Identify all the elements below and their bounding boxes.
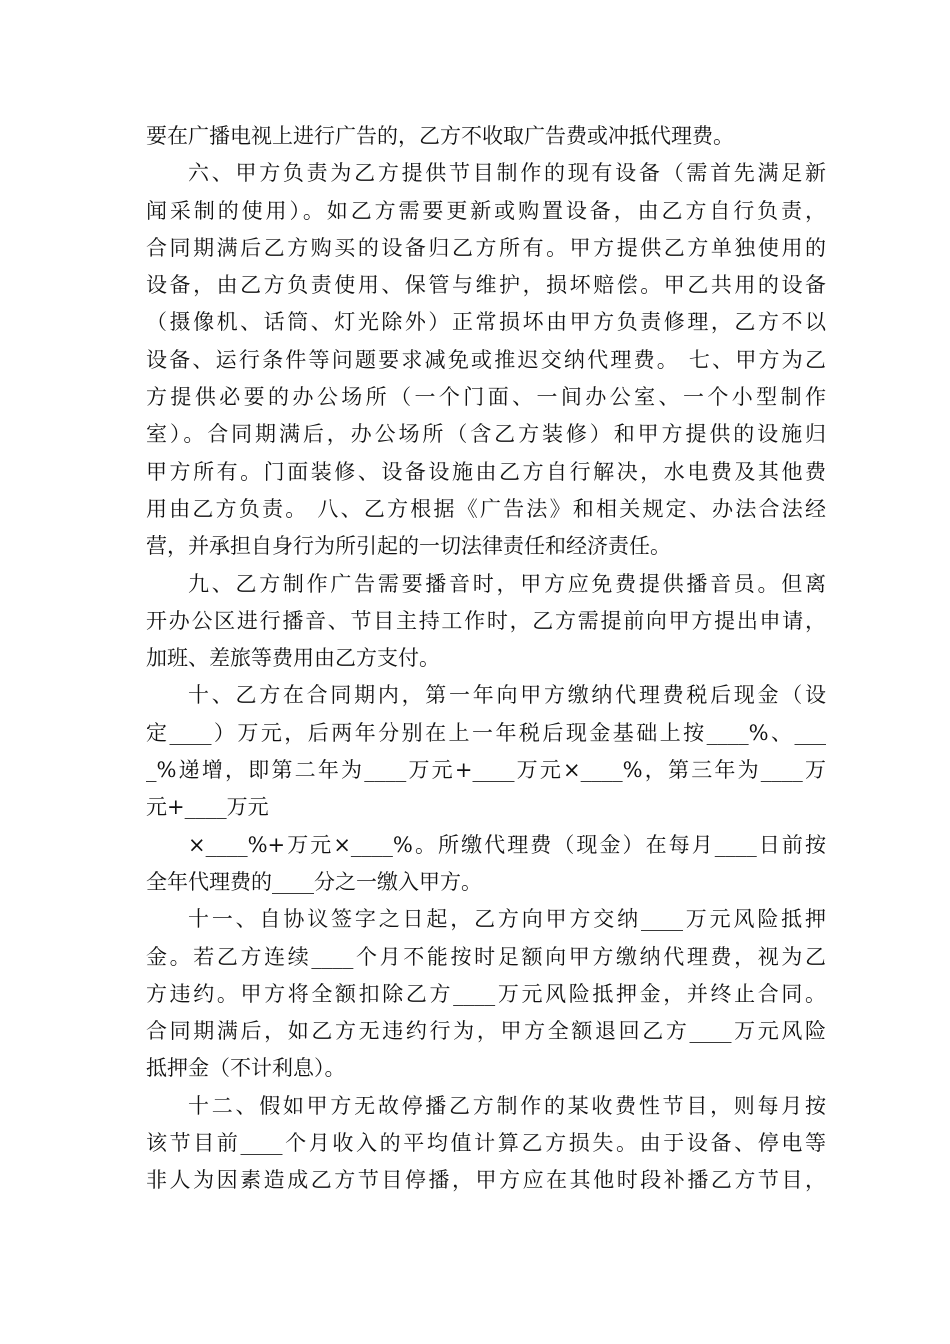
document-body (146, 118, 826, 1200)
text-line: 非人为因素造成乙方节目停播，甲方应在其他时段补播乙方节目， (146, 1168, 826, 1193)
text-line: 合同期满后乙方购买的设备归乙方所有。甲方提供乙方单独使用的 (146, 235, 826, 260)
text-line: 十二、假如甲方无故停播乙方制作的某收费性节目，则每月按 (188, 1093, 826, 1118)
text-line: ×____%+万元×____%。所缴代理费（现金）在每月____日前按 (188, 832, 826, 857)
text-line: 该节目前____个月收入的平均值计算乙方损失。由于设备、停电等 (146, 1131, 826, 1156)
text-line: 九、乙方制作广告需要播音时，甲方应免费提供播音员。但离 (188, 571, 826, 596)
text-line: 六、甲方负责为乙方提供节目制作的现有设备（需首先满足新 (188, 161, 826, 186)
text-line: 加班、差旅等费用由乙方支付。 (146, 646, 440, 671)
text-line: 十、乙方在合同期内，第一年向甲方缴纳代理费税后现金（设 (188, 683, 826, 708)
text-line: 闻采制的使用）。如乙方需要更新或购置设备，由乙方自行负责， (146, 198, 826, 223)
text-line: 金。若乙方连续____个月不能按时足额向甲方缴纳代理费，视为乙 (146, 944, 826, 969)
text-line: 元+____万元 (146, 795, 269, 820)
text-line: 营，并承担自身行为所引起的一切法律责任和经济责任。 (146, 534, 671, 559)
text-line: 定____）万元，后两年分别在上一年税后现金基础上按____%、___ (146, 720, 826, 745)
text-line: 用由乙方负责。 八、乙方根据《广告法》和相关规定、办法合法经 (146, 496, 826, 521)
text-line: 开办公区进行播音、节目主持工作时，乙方需提前向甲方提出申请， (146, 608, 826, 633)
text-line: 合同期满后，如乙方无违约行为，甲方全额退回乙方____万元风险 (146, 1019, 826, 1044)
text-line: 抵押金（不计利息）。 (146, 1056, 346, 1081)
text-line: 十一、自协议签字之日起，乙方向甲方交纳____万元风险抵押 (188, 907, 826, 932)
text-line: _%递增，即第二年为____万元+____万元×____%，第三年为____万 (146, 758, 826, 783)
text-line: 方提供必要的办公场所（一个门面、一间办公室、一个小型制作 (146, 385, 826, 410)
text-line: （摄像机、话筒、灯光除外）正常损坏由甲方负责修理，乙方不以 (146, 310, 826, 335)
text-line: 全年代理费的____分之一缴入甲方。 (146, 869, 482, 894)
text-line: 室）。合同期满后，办公场所（含乙方装修）和甲方提供的设施归 (146, 422, 826, 447)
text-line: 设备，由乙方负责使用、保管与维护，损坏赔偿。甲乙共用的设备 (146, 273, 826, 298)
text-line: 甲方所有。门面装修、设备设施由乙方自行解决，水电费及其他费 (146, 459, 826, 484)
text-line: 设备、运行条件等问题要求减免或推迟交纳代理费。 七、甲方为乙 (146, 347, 826, 372)
text-line: 要在广播电视上进行广告的，乙方不收取广告费或冲抵代理费。 (146, 124, 734, 148)
text-line: 方违约。甲方将全额扣除乙方____万元风险抵押金，并终止合同。 (146, 981, 826, 1006)
